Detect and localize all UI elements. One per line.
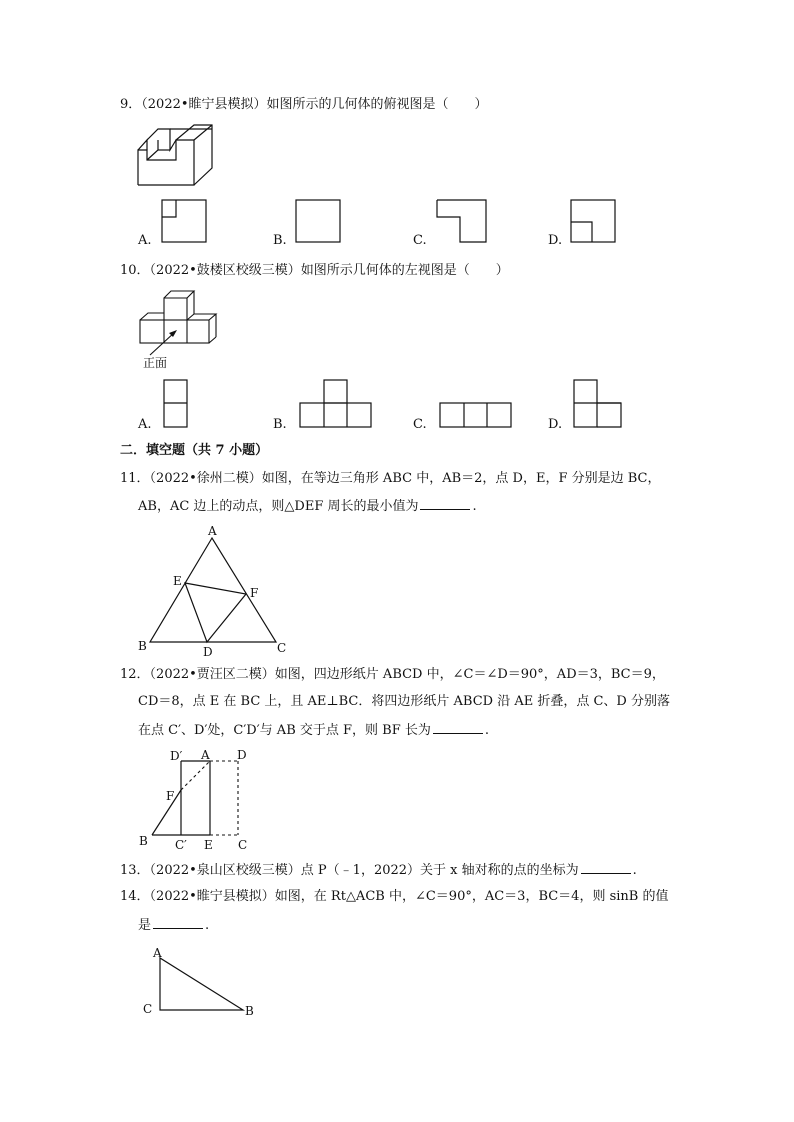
q11-label-f: F [250,586,259,600]
q12-label-d: D [237,748,247,762]
q9-option-c-label[interactable]: C. [413,233,427,248]
q10-option-a-label[interactable]: A. [138,417,152,432]
q10-option-b-figure [300,380,372,428]
q11-line-2-text: AB，AC 边上的动点，则△DEF 周长的最小值为 [138,499,419,514]
q11-line-1: 11．（2022•徐州二模）如图，在等边三角形 ABC 中，AB＝2，点 D，E，F 分别是边 BC， [120,471,661,486]
q10-option-a-figure [164,380,188,428]
q9-option-b-figure [296,200,341,243]
q10-option-c-label[interactable]: C. [413,417,427,432]
q11-line-2 [138,497,477,516]
q13-line-1-end: . [632,863,637,878]
q11-label-c: C [277,641,287,655]
q11-label-d: D [203,645,213,659]
q12-label-a: A [201,748,210,762]
q14-label-c: C [143,1002,153,1016]
q12-label-f: F [166,789,175,803]
q9-stem: 9．（2022•睢宁县模拟）如图所示的几何体的俯视图是（ ） [120,97,488,112]
q11-label-b: B [138,639,147,653]
q12-line-2: CD＝8，点 E 在 BC 上，且 AE⊥BC．将四边形纸片 ABCD 沿 AE 折叠，点 C、D 分别落 [138,694,670,709]
q13-answer-blank[interactable] [581,861,631,874]
section-2-title: 二．填空题（共 7 小题） [120,443,269,458]
q13-line-1 [120,861,637,880]
q9-option-a-label[interactable]: A. [138,233,152,248]
q9-option-d-label[interactable]: D. [548,233,563,248]
q9-option-d-figure [571,200,616,243]
q12-line-1: 12．（2022•贾汪区二模）如图，四边形纸片 ABCD 中，∠C＝∠D＝90°，AD＝3，BC＝9， [120,667,665,682]
q10-option-d-label[interactable]: D. [548,417,563,432]
q14-label-a: A [153,946,162,960]
q12-label-c-prime: C′ [175,838,187,852]
q12-label-d-prime: D′ [170,749,183,763]
q11-label-a: A [208,524,217,538]
q12-line-3-text: 在点 C′、D′处，C′D′与 AB 交于点 F，则 BF 长为 [138,723,431,738]
q14-line-2-text: 是 [138,918,152,933]
q10-option-b-label[interactable]: B. [273,417,287,432]
q10-option-c-figure [440,403,512,428]
q12-line-3-end: . [484,723,490,738]
q12-label-b: B [139,834,148,848]
q14-line-1: 14．（2022•睢宁县模拟）如图，在 Rt△ACB 中，∠C＝90°，AC＝3，BC＝4，则 sinB 的值 [120,889,669,904]
q11-answer-blank[interactable] [420,497,470,510]
q9-option-b-label[interactable]: B. [273,233,287,248]
q10-front-label: 正面 [143,356,168,370]
q12-answer-blank[interactable] [433,721,483,734]
q12-label-e: E [204,838,213,852]
q12-line-3 [138,721,489,740]
q10-option-d-figure [574,380,622,428]
q14-line-2 [138,916,209,935]
q11-line-2-end: . [472,499,477,514]
q14-line-2-end: . [205,918,210,933]
q10-stem: 10．（2022•鼓楼区校级三模）如图所示几何体的左视图是（ ） [120,263,509,278]
q12-label-c: C [238,838,248,852]
q11-label-e: E [173,574,182,588]
q9-option-a-figure [162,200,207,243]
q14-label-b: B [245,1004,254,1018]
q13-line-1-text: 13．（2022•泉山区校级三模）点 P（﹣1，2022）关于 x 轴对称的点的坐标为 [120,863,579,878]
q9-option-c-figure [437,200,487,243]
q14-answer-blank[interactable] [153,916,203,929]
